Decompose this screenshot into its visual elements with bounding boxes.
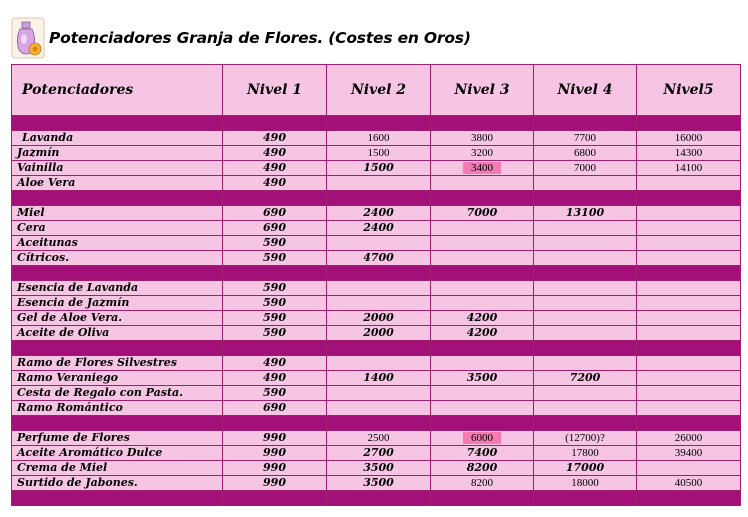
booster-name: Cera bbox=[12, 221, 223, 236]
level-5-cost bbox=[637, 176, 741, 191]
level-5-cost bbox=[637, 371, 741, 386]
level-5-cost: 14300 bbox=[637, 146, 741, 161]
level-3-cost: 3800 bbox=[431, 131, 534, 146]
table-row bbox=[12, 446, 741, 461]
level-2-cost bbox=[327, 386, 431, 401]
level-3-cost bbox=[431, 176, 534, 191]
level-4-cost: 7000 bbox=[534, 161, 637, 176]
level-1-cost: 990 bbox=[223, 461, 327, 476]
level-1-cost: 590 bbox=[223, 296, 327, 311]
level-2-cost: 2700 bbox=[327, 446, 431, 461]
level-5-cost bbox=[637, 461, 741, 476]
level-5-cost bbox=[637, 251, 741, 266]
level-3-cost bbox=[431, 236, 534, 251]
level-5-cost: 39400 bbox=[637, 446, 741, 461]
booster-name: Ramo de Flores Silvestres bbox=[12, 356, 223, 371]
level-2-cost: 1400 bbox=[327, 371, 431, 386]
level-4-cost bbox=[534, 356, 637, 371]
level-3-cost: 8200 bbox=[431, 461, 534, 476]
level-4-cost: 17800 bbox=[534, 446, 637, 461]
level-5-cost bbox=[637, 281, 741, 296]
level-5-cost: 16000 bbox=[637, 131, 741, 146]
table-row bbox=[12, 401, 741, 416]
table-row bbox=[12, 251, 741, 266]
table-row bbox=[12, 386, 741, 401]
level-2-cost: 4700 bbox=[327, 251, 431, 266]
booster-name: Surtido de Jabones. bbox=[12, 476, 223, 491]
group-separator bbox=[12, 491, 741, 506]
level-4-cost bbox=[534, 251, 637, 266]
booster-name: Vainilla bbox=[12, 161, 223, 176]
level-2-cost: 2400 bbox=[327, 221, 431, 236]
level-2-cost: 3500 bbox=[327, 476, 431, 491]
level-4-cost bbox=[534, 176, 637, 191]
booster-name: Crema de Miel bbox=[12, 461, 223, 476]
column-header-level-3: Nivel 3 bbox=[431, 65, 534, 116]
level-5-cost: 14100 bbox=[637, 161, 741, 176]
level-5-cost bbox=[637, 386, 741, 401]
level-1-cost: 590 bbox=[223, 236, 327, 251]
level-2-cost bbox=[327, 281, 431, 296]
level-5-cost bbox=[637, 236, 741, 251]
level-5-cost bbox=[637, 296, 741, 311]
booster-name: Lavanda bbox=[12, 131, 223, 146]
level-2-cost bbox=[327, 236, 431, 251]
level-5-cost bbox=[637, 221, 741, 236]
table-row bbox=[12, 326, 741, 341]
column-header-boosters: Potenciadores bbox=[12, 65, 223, 116]
level-1-cost: 590 bbox=[223, 311, 327, 326]
level-4-cost bbox=[534, 221, 637, 236]
level-2-cost: 2000 bbox=[327, 311, 431, 326]
group-separator bbox=[12, 116, 741, 131]
table-row bbox=[12, 236, 741, 251]
table-row bbox=[12, 371, 741, 386]
group-separator bbox=[12, 341, 741, 356]
booster-name: Ramo Veraniego bbox=[12, 371, 223, 386]
document-header bbox=[11, 16, 471, 60]
level-5-cost: 40500 bbox=[637, 476, 741, 491]
level-2-cost bbox=[327, 356, 431, 371]
level-4-cost bbox=[534, 296, 637, 311]
level-3-cost bbox=[431, 251, 534, 266]
level-1-cost: 490 bbox=[223, 161, 327, 176]
booster-name: Miel bbox=[12, 206, 223, 221]
level-2-cost: 2000 bbox=[327, 326, 431, 341]
level-5-cost bbox=[637, 326, 741, 341]
level-2-cost: 1500 bbox=[327, 161, 431, 176]
table-row bbox=[12, 431, 741, 446]
table-row bbox=[12, 146, 741, 161]
table-row bbox=[12, 176, 741, 191]
level-4-cost bbox=[534, 326, 637, 341]
booster-name: Esencia de Lavanda bbox=[12, 281, 223, 296]
level-3-cost: 8200 bbox=[431, 476, 534, 491]
level-1-cost: 590 bbox=[223, 386, 327, 401]
level-4-cost: 18000 bbox=[534, 476, 637, 491]
level-1-cost: 590 bbox=[223, 281, 327, 296]
level-5-cost bbox=[637, 311, 741, 326]
level-1-cost: 590 bbox=[223, 326, 327, 341]
level-2-cost bbox=[327, 296, 431, 311]
level-3-cost bbox=[431, 431, 534, 446]
level-5-cost bbox=[637, 401, 741, 416]
level-3-cost bbox=[431, 161, 534, 176]
level-2-cost: 1500 bbox=[327, 146, 431, 161]
table-row bbox=[12, 131, 741, 146]
level-1-cost: 490 bbox=[223, 371, 327, 386]
booster-name: Esencia de Jazmín bbox=[12, 296, 223, 311]
table-row bbox=[12, 296, 741, 311]
page-title: Potenciadores Granja de Flores. (Costes en Oros) bbox=[49, 29, 471, 47]
level-1-cost: 490 bbox=[223, 131, 327, 146]
booster-name: Gel de Aloe Vera. bbox=[12, 311, 223, 326]
level-4-cost bbox=[534, 311, 637, 326]
level-1-cost: 590 bbox=[223, 251, 327, 266]
level-1-cost: 490 bbox=[223, 356, 327, 371]
level-4-cost: 7700 bbox=[534, 131, 637, 146]
level-4-cost: (12700)? bbox=[534, 431, 637, 446]
level-3-cost: 3500 bbox=[431, 371, 534, 386]
level-3-cost bbox=[431, 356, 534, 371]
table-row bbox=[12, 311, 741, 326]
table-row bbox=[12, 206, 741, 221]
level-3-cost: 7400 bbox=[431, 446, 534, 461]
level-5-cost bbox=[637, 206, 741, 221]
level-3-cost bbox=[431, 221, 534, 236]
level-3-cost bbox=[431, 296, 534, 311]
table-row bbox=[12, 356, 741, 371]
level-3-cost bbox=[431, 386, 534, 401]
level-4-cost: 7200 bbox=[534, 371, 637, 386]
level-4-cost: 17000 bbox=[534, 461, 637, 476]
level-3-cost bbox=[431, 401, 534, 416]
table-row bbox=[12, 221, 741, 236]
group-separator bbox=[12, 416, 741, 431]
table-row bbox=[12, 476, 741, 491]
booster-name: Cítricos. bbox=[12, 251, 223, 266]
level-1-cost: 490 bbox=[223, 176, 327, 191]
level-3-cost: 3200 bbox=[431, 146, 534, 161]
level-4-cost: 13100 bbox=[534, 206, 637, 221]
table-row bbox=[12, 161, 741, 176]
booster-cost-table bbox=[11, 64, 741, 506]
booster-name: Jazmín bbox=[12, 146, 223, 161]
level-2-cost: 3500 bbox=[327, 461, 431, 476]
booster-name: Perfume de Flores bbox=[12, 431, 223, 446]
level-2-cost bbox=[327, 176, 431, 191]
level-2-cost: 2500 bbox=[327, 431, 431, 446]
booster-name: Aceite Aromático Dulce bbox=[12, 446, 223, 461]
level-3-cost bbox=[431, 281, 534, 296]
booster-name: Aceite de Oliva bbox=[12, 326, 223, 341]
level-1-cost: 690 bbox=[223, 221, 327, 236]
level-2-cost bbox=[327, 401, 431, 416]
booster-name: Aceitunas bbox=[12, 236, 223, 251]
group-separator bbox=[12, 191, 741, 206]
level-5-cost bbox=[637, 356, 741, 371]
highlighted-value: 6000 bbox=[463, 432, 501, 444]
level-4-cost bbox=[534, 386, 637, 401]
flower-potion-icon bbox=[11, 17, 45, 59]
highlighted-value: 3400 bbox=[463, 162, 501, 174]
booster-name: Aloe Vera bbox=[12, 176, 223, 191]
column-header-level-4: Nivel 4 bbox=[534, 65, 637, 116]
level-4-cost bbox=[534, 401, 637, 416]
group-separator bbox=[12, 266, 741, 281]
level-4-cost: 6800 bbox=[534, 146, 637, 161]
level-5-cost: 26000 bbox=[637, 431, 741, 446]
level-1-cost: 490 bbox=[223, 146, 327, 161]
level-3-cost: 7000 bbox=[431, 206, 534, 221]
table-header-row bbox=[12, 65, 741, 116]
level-4-cost bbox=[534, 236, 637, 251]
column-header-level-1: Nivel 1 bbox=[223, 65, 327, 116]
column-header-level-2: Nivel 2 bbox=[327, 65, 431, 116]
column-header-level-5: Nivel5 bbox=[637, 65, 741, 116]
booster-name: Cesta de Regalo con Pasta. bbox=[12, 386, 223, 401]
level-1-cost: 990 bbox=[223, 446, 327, 461]
booster-name: Ramo Romántico bbox=[12, 401, 223, 416]
table-row bbox=[12, 281, 741, 296]
level-1-cost: 990 bbox=[223, 476, 327, 491]
level-3-cost: 4200 bbox=[431, 311, 534, 326]
level-2-cost: 1600 bbox=[327, 131, 431, 146]
level-3-cost: 4200 bbox=[431, 326, 534, 341]
level-1-cost: 690 bbox=[223, 401, 327, 416]
table-row bbox=[12, 461, 741, 476]
level-1-cost: 990 bbox=[223, 431, 327, 446]
level-2-cost: 2400 bbox=[327, 206, 431, 221]
level-4-cost bbox=[534, 281, 637, 296]
level-1-cost: 690 bbox=[223, 206, 327, 221]
